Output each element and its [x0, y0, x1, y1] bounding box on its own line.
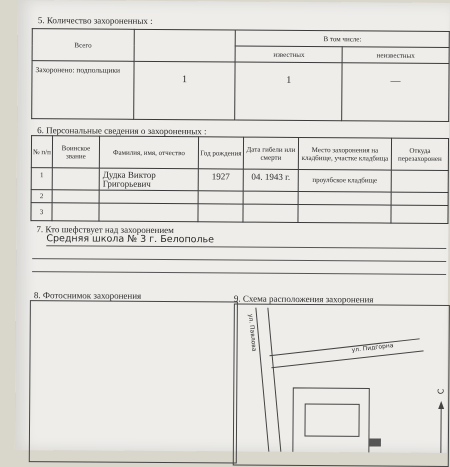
row-num: 2: [31, 190, 52, 203]
grave-marker: [369, 438, 381, 446]
section6-title: 6. Персональные сведения о захороненных :: [37, 125, 207, 136]
section7-title: 7. Кто шефствует над захоронением: [36, 224, 174, 235]
compass-label: С: [437, 389, 446, 395]
row-label: Захоронено: подпольщики: [32, 61, 134, 120]
header-place: Место захоронения на кладбище, участке кладбища: [298, 137, 391, 170]
street-label-pavlova: ул. Павлова: [247, 314, 258, 352]
row-num: 3: [31, 203, 52, 221]
row-reburied: [391, 205, 448, 223]
table-row: [31, 168, 448, 193]
empty-header: [134, 29, 236, 62]
personal-data-table: [30, 135, 449, 224]
row-name: [99, 190, 198, 204]
row-birth: 1927: [198, 169, 243, 191]
header-reburied: Откуда перезахоронен: [391, 138, 448, 170]
row-name: [99, 203, 198, 222]
row-rank: [52, 190, 99, 203]
col-total-header: Всего: [32, 29, 134, 62]
section5-title: 5. Количество захороненных :: [38, 15, 153, 26]
header-name: Фамилия, имя, отчество: [99, 136, 198, 169]
unknown-value: —: [342, 63, 449, 122]
building: [305, 404, 359, 436]
section9-title: 9. Схема расположения захоронения: [234, 294, 374, 305]
table-row: [31, 203, 448, 224]
photo-frame: [29, 300, 238, 463]
row-num: 1: [31, 168, 52, 190]
street-label-pidgorna: ул. Пидгорна: [351, 342, 394, 354]
col-including-header: В том числе:: [236, 30, 450, 47]
col-unknown-header: неизвестных: [342, 47, 449, 64]
row-birth: [198, 191, 243, 204]
rule-line: [32, 258, 446, 262]
section8-title: 8. Фотоснимок захоронения: [34, 290, 141, 301]
header-death: Дата гибели или смерти: [243, 137, 298, 169]
row-rank: [52, 168, 99, 190]
compass-arrow-head: [438, 401, 444, 409]
row-reburied: [391, 170, 448, 192]
location-scheme: [233, 304, 448, 453]
row-place: проулбское кладбище: [298, 169, 391, 192]
row-birth: [198, 204, 243, 222]
burial-count-table: [31, 28, 450, 122]
row-rank: [52, 203, 99, 221]
row-death: [243, 204, 298, 222]
row-reburied: [391, 192, 448, 205]
known-value: 1: [235, 62, 342, 121]
form-sheet: [15, 0, 450, 453]
rule-line: [46, 245, 446, 249]
col-known-header: известных: [236, 46, 343, 63]
row-place: [298, 204, 391, 223]
row-death: 04. 1943 г.: [243, 169, 298, 191]
rule-line: [32, 271, 446, 275]
header-num: № п/п: [31, 136, 52, 168]
building-outline: [293, 388, 369, 453]
section7-value: Средняя школа № 3 г. Белополье: [46, 233, 214, 245]
street-line: [255, 308, 270, 452]
row-name: Дудка Виктор Григорьевич: [99, 168, 198, 191]
row-death: [243, 191, 298, 204]
street-line: [267, 308, 282, 452]
header-birth: Год рождения: [198, 137, 243, 169]
header-rank: Воинское звание: [52, 136, 99, 168]
total-value: 1: [133, 61, 235, 120]
row-place: [298, 191, 391, 205]
